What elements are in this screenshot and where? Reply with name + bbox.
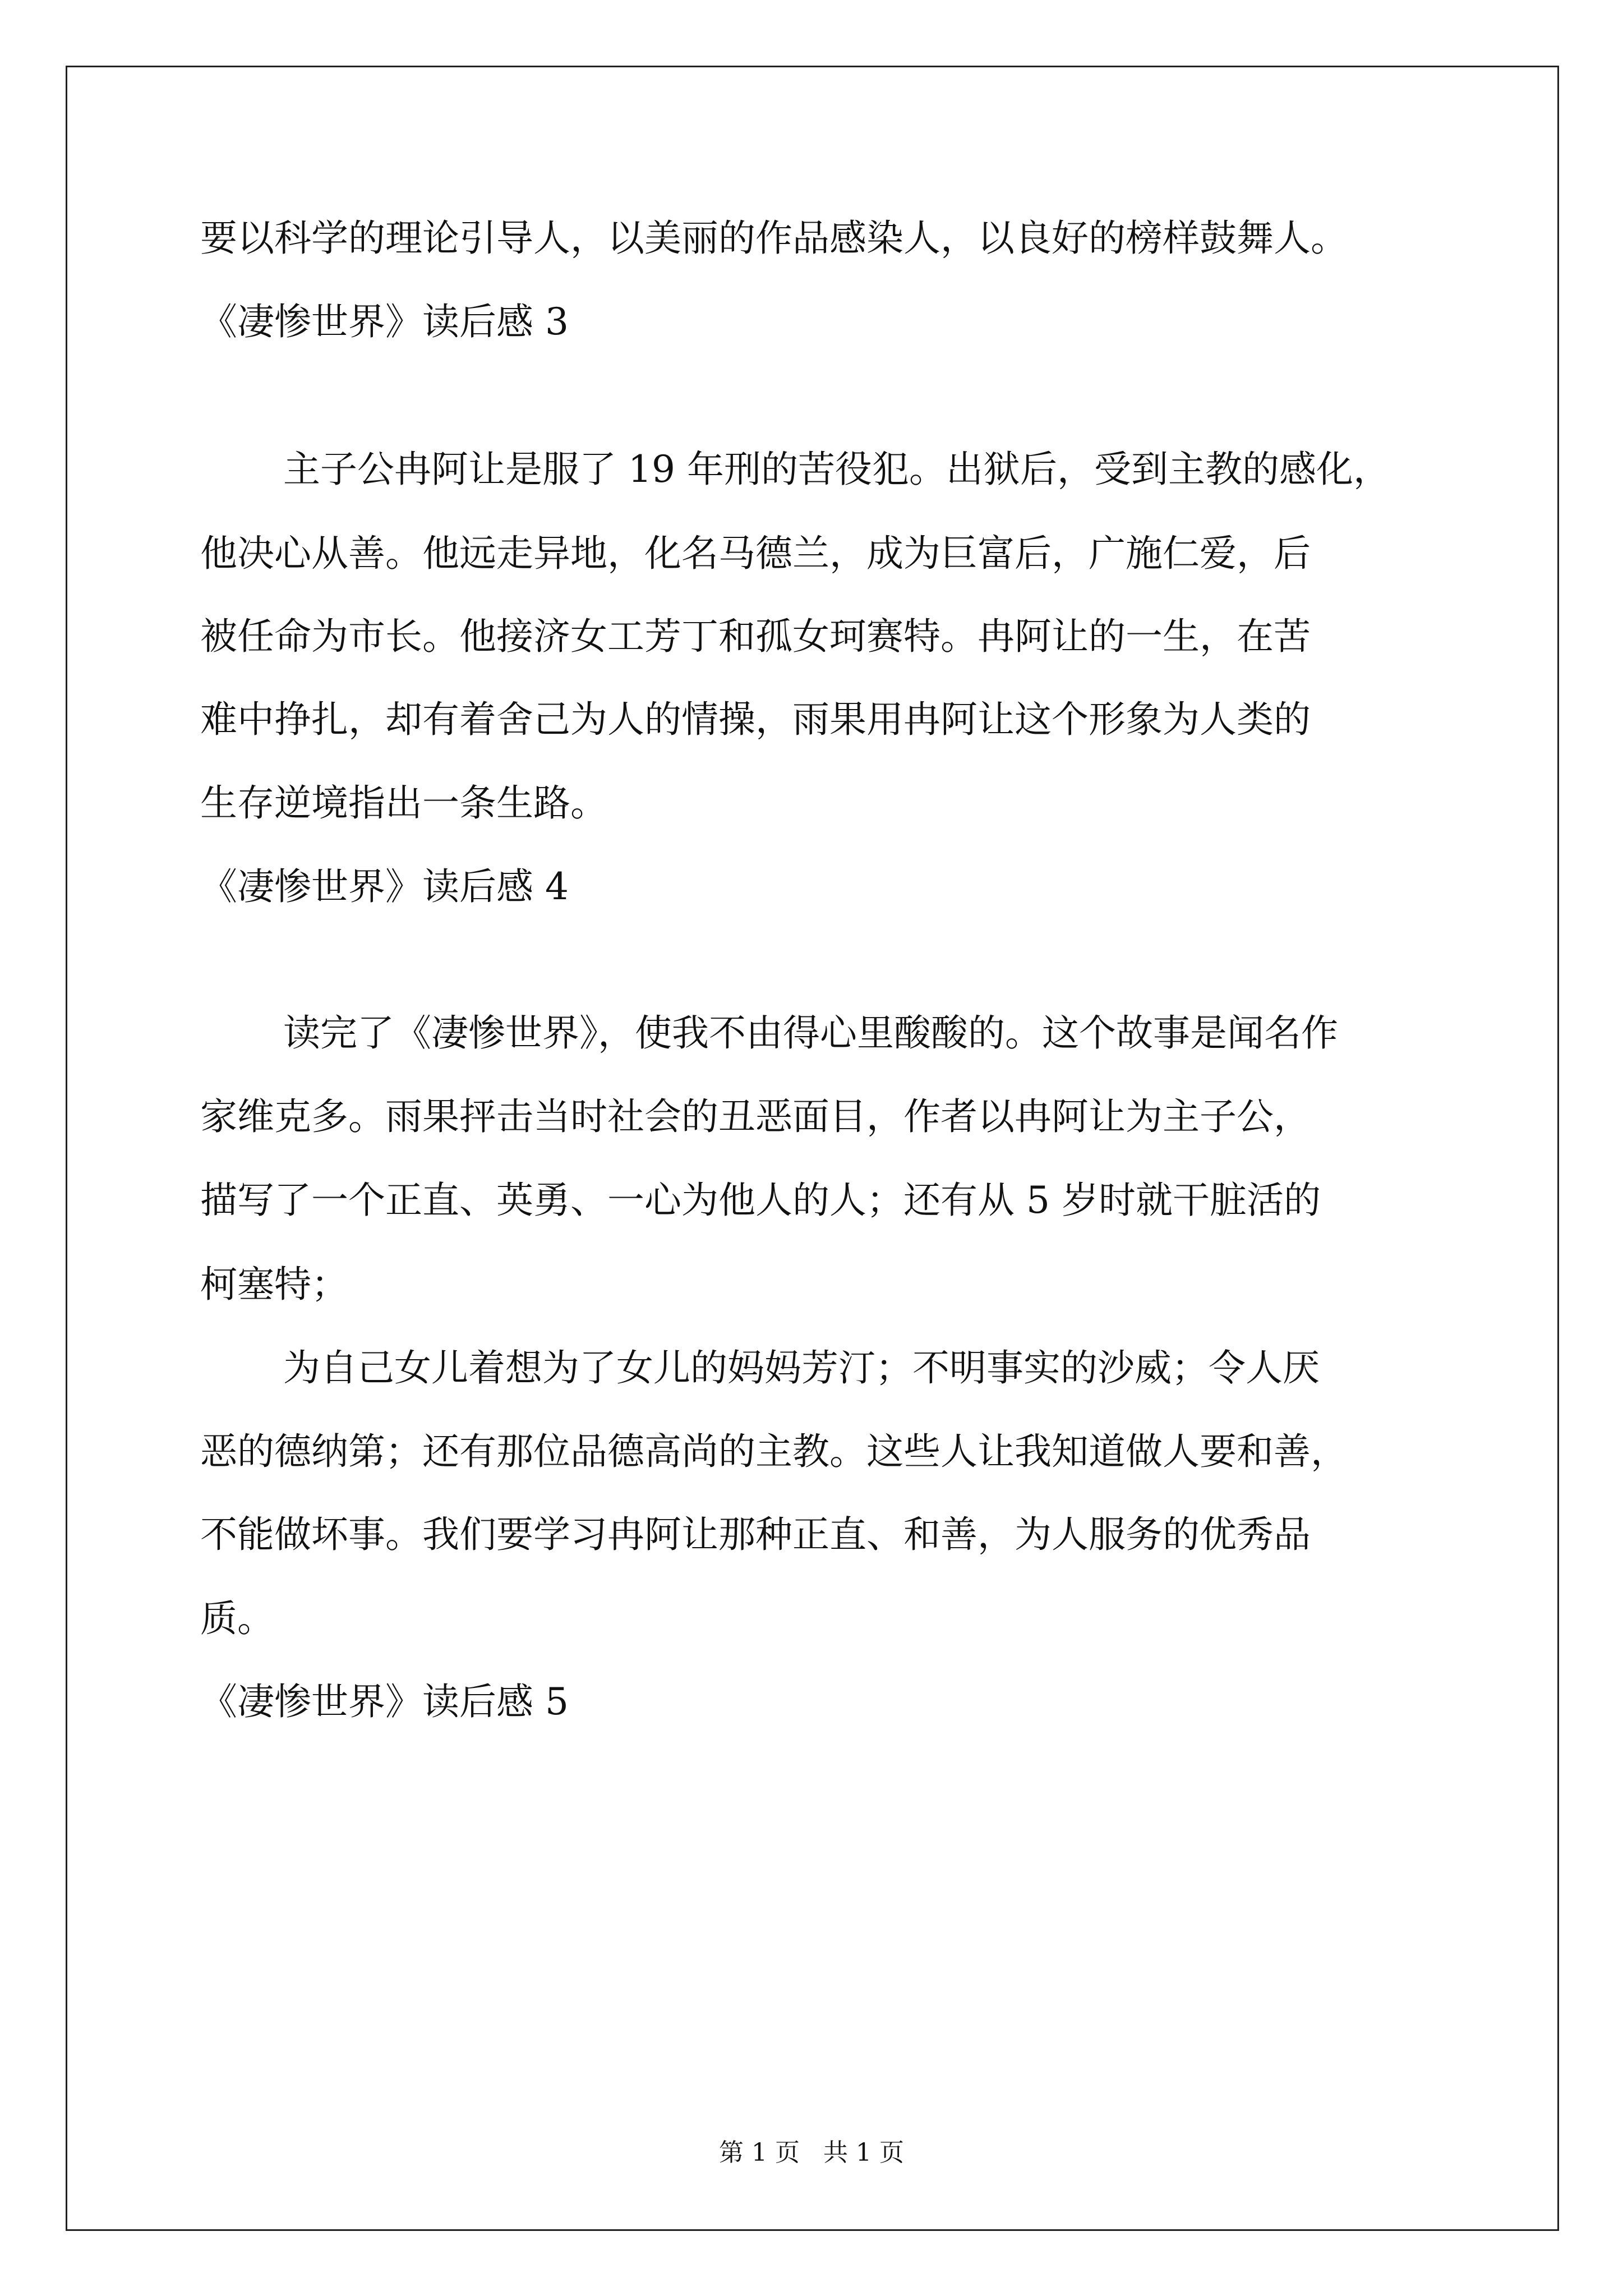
paragraph-line: 描写了一个正直、英勇、一心为他人的人；还有从 5 岁时就干脏活的 [200, 1179, 1321, 1222]
paragraph-line: 质。 [200, 1597, 274, 1640]
section-heading: 《凄惨世界》读后感 3 [200, 300, 569, 343]
paragraph-line: 他决心从善。他远走异地，化名马德兰，成为巨富后，广施仁爱，后 [200, 532, 1311, 575]
section-heading: 《凄惨世界》读后感 5 [200, 1680, 569, 1723]
paragraph-line: 被任命为市长。他接济女工芳丁和孤女珂赛特。冉阿让的一生，在苦 [200, 615, 1311, 658]
paragraph-line: 家维克多。雨果抨击当时社会的丑恶面目，作者以冉阿让为主子公， [200, 1095, 1311, 1138]
paragraph-line: 为自己女儿着想为了女儿的妈妈芳汀；不明事实的沙威；令人厌 [283, 1346, 1320, 1389]
paragraph-line: 不能做坏事。我们要学习冉阿让那种正直、和善，为人服务的优秀品 [200, 1513, 1311, 1556]
paragraph-line: 读完了《凄惨世界》，使我不由得心里酸酸的。这个故事是闻名作 [283, 1011, 1338, 1055]
page-border [66, 66, 1559, 2231]
paragraph-line: 恶的德纳第；还有那位品德高尚的主教。这些人让我知道做人要和善， [200, 1430, 1348, 1473]
paragraph-line: 柯塞特； [200, 1263, 348, 1306]
paragraph-line: 难中挣扎，却有着舍己为人的情操，雨果用冉阿让这个形象为人类的 [200, 698, 1311, 741]
paragraph-line: 生存逆境指出一条生路。 [200, 781, 607, 825]
page-footer: 第 1 页 共 1 页 [719, 2138, 904, 2167]
section-heading: 《凄惨世界》读后感 4 [200, 865, 569, 908]
paragraph-line: 主子公冉阿让是服了 19 年刑的苦役犯。出狱后，受到主教的感化， [283, 448, 1390, 491]
paragraph-line: 要以科学的理论引导人，以美丽的作品感染人，以良好的榜样鼓舞人。 [200, 217, 1348, 260]
